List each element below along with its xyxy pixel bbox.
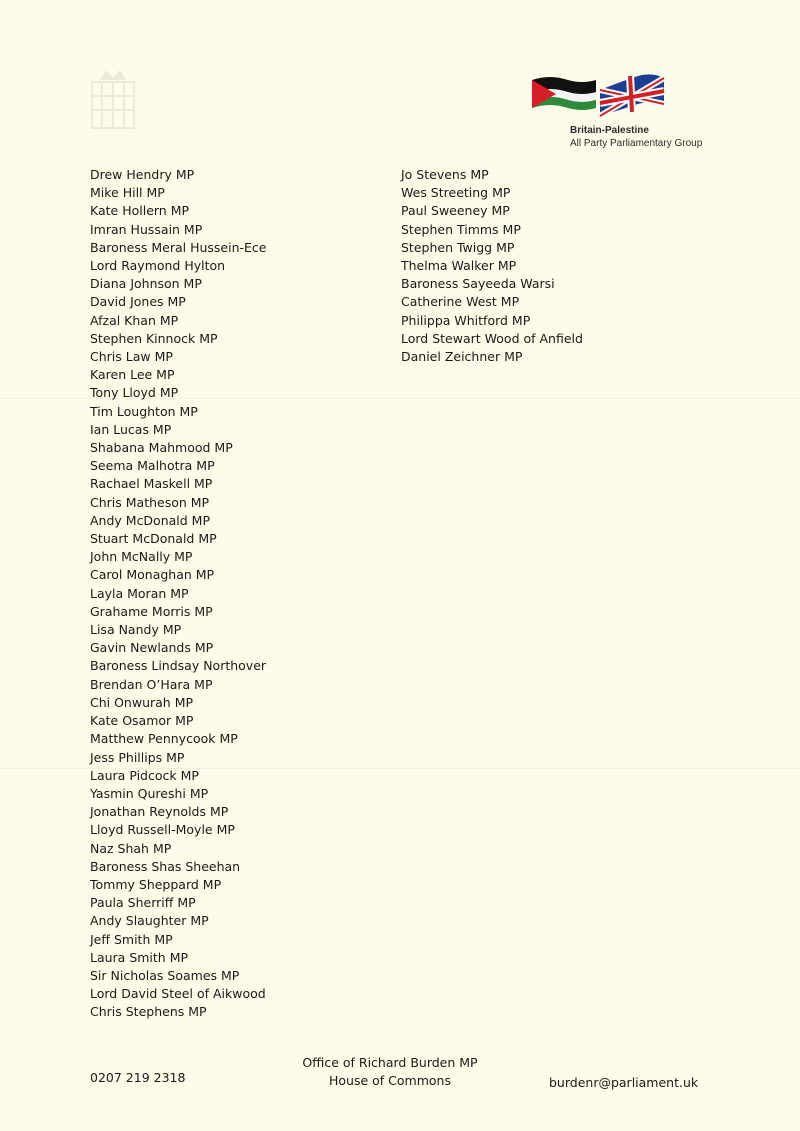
member-name: Chi Onwurah MP [90, 694, 194, 710]
member-name: Catherine West MP [401, 294, 520, 310]
footer-office-line2: House of Commons [329, 1073, 451, 1088]
footer-office [290, 1054, 490, 1090]
member-name: Brendan O’Hara MP [90, 676, 213, 692]
members-list-left [90, 166, 266, 1022]
member-name: Karen Lee MP [90, 367, 175, 383]
member-name: Chris Law MP [90, 349, 173, 365]
member-name: Yasmin Qureshi MP [90, 785, 209, 801]
member-name: Grahame Morris MP [90, 603, 213, 619]
member-name: Lord David Steel of Aikwood [90, 986, 266, 1002]
member-name: Layla Moran MP [90, 585, 189, 601]
member-name: Ian Lucas MP [90, 421, 172, 437]
member-name: Laura Smith MP [90, 949, 189, 965]
footer-email: burdenr@parliament.uk [549, 1075, 699, 1090]
member-name: Lisa Nandy MP [90, 622, 182, 638]
member-name: Kate Hollern MP [90, 203, 190, 219]
members-list-right [401, 166, 583, 366]
member-name: Paul Sweeney MP [401, 203, 510, 219]
member-name: Gavin Newlands MP [90, 640, 214, 656]
member-name: Lloyd Russell-Moyle MP [90, 822, 235, 838]
member-name: Jo Stevens MP [401, 167, 489, 182]
member-name: Daniel Zeichner MP [401, 349, 523, 365]
logo-title: Britain-Palestine [570, 125, 649, 136]
member-name: Andy Slaughter MP [90, 913, 209, 929]
member-name: Shabana Mahmood MP [90, 440, 233, 456]
member-name: Mike Hill MP [90, 185, 165, 201]
member-name: Tony Lloyd MP [90, 385, 179, 401]
member-name: Jeff Smith MP [90, 931, 173, 947]
member-name: Paula Sherriff MP [90, 895, 196, 911]
member-name: Stephen Timms MP [401, 221, 521, 237]
member-name: Wes Streeting MP [401, 185, 511, 201]
member-name: Lord Raymond Hylton [90, 258, 226, 274]
logo-subtitle: All Party Parliamentary Group [570, 138, 703, 149]
portcullis-crest-icon [80, 66, 146, 136]
member-name: Naz Shah MP [90, 840, 172, 856]
member-name: Jess Phillips MP [90, 749, 185, 765]
member-name: Tim Loughton MP [90, 403, 198, 419]
member-name: Stephen Kinnock MP [90, 330, 218, 346]
member-name: Baroness Shas Sheehan [90, 858, 241, 874]
member-name: Thelma Walker MP [401, 258, 517, 274]
member-name: Rachael Maskell MP [90, 476, 213, 492]
member-name: Drew Hendry MP [90, 167, 195, 182]
member-name: Seema Malhotra MP [90, 458, 215, 474]
palestine-uk-flags-icon [530, 70, 670, 125]
member-name: Andy McDonald MP [90, 512, 210, 528]
member-name: Philippa Whitford MP [401, 312, 531, 328]
member-name: Baroness Meral Hussein-Ece [90, 239, 267, 255]
member-name: Stephen Twigg MP [401, 239, 515, 255]
member-name: Jonathan Reynolds MP [90, 804, 229, 820]
member-name: Lord Stewart Wood of Anfield [401, 330, 583, 346]
member-name: Diana Johnson MP [90, 276, 202, 292]
member-name: Stuart McDonald MP [90, 531, 217, 547]
member-name: Chris Matheson MP [90, 494, 210, 510]
footer-office-line1: Office of Richard Burden MP [302, 1055, 478, 1070]
member-name: Baroness Lindsay Northover [90, 658, 267, 674]
member-name: Carol Monaghan MP [90, 567, 215, 583]
member-name: Imran Hussain MP [90, 221, 203, 237]
member-name: John McNally MP [90, 549, 193, 565]
appg-logo [530, 70, 730, 160]
member-name: Baroness Sayeeda Warsi [401, 276, 555, 292]
member-name: Tommy Sheppard MP [90, 876, 222, 892]
footer-phone: 0207 219 2318 [90, 1070, 186, 1085]
member-name: David Jones MP [90, 294, 186, 310]
member-name: Afzal Khan MP [90, 312, 179, 328]
member-name: Laura Pidcock MP [90, 767, 199, 783]
member-name: Kate Osamor MP [90, 713, 194, 729]
member-name: Chris Stephens MP [90, 1004, 207, 1020]
member-name: Sir Nicholas Soames MP [90, 967, 240, 983]
member-name: Matthew Pennycook MP [90, 731, 238, 747]
